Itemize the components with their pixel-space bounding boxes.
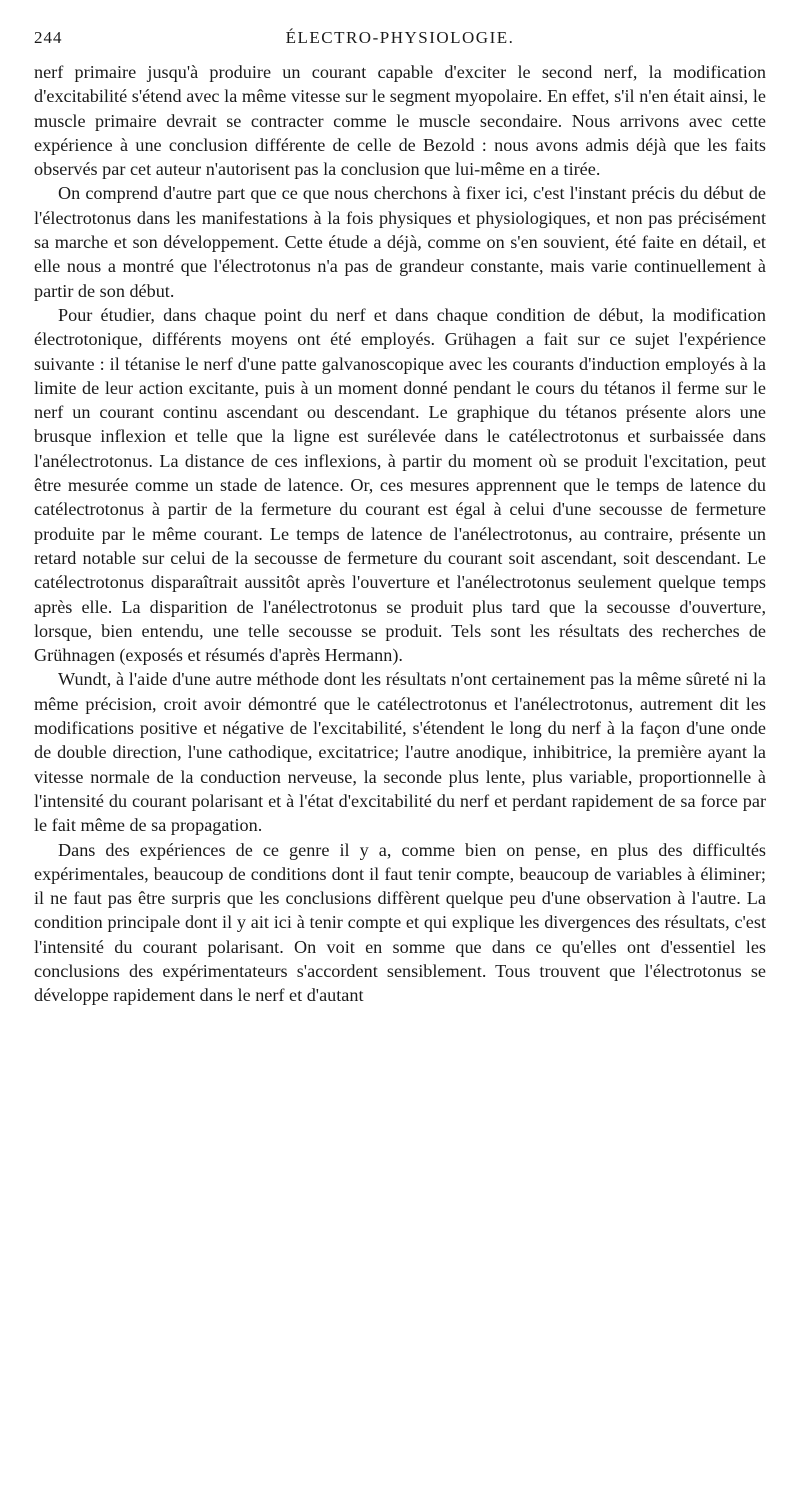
paragraph-1: nerf primaire jusqu'à produire un courant capable d'exciter le second nerf, la modification d'excitabilité s'étend avec la même vitesse sur le segment myopolaire. En effet, s'il n'en était ainsi, le muscle primaire devrait se contracter comme le muscle secondaire. Nous arrivons avec cette expérience à une conclusion différente de celle de Bezold : nous avons admis déjà que les faits observés par cet auteur n'autorisent pas la conclusion que lui-même en a tirée. <box>34 62 766 180</box>
paragraph-4: Wundt, à l'aide d'une autre méthode dont les résultats n'ont certainement pas la même sûreté ni la même précision, croit avoir démontré que le catélectrotonus et l'anélectrotonus, autrement dit les modifications positive et négative de l'excitabilité, s'étendent le long du nerf à la façon d'une onde de double direction, l'une cathodique, excitatrice; l'autre anodique, inhibitrice, la première ayant la vitesse normale de la conduction nerveuse, la seconde plus lente, plus variable, proportionnelle à l'intensité du courant polarisant et à l'état d'excitabilité du nerf et perdant rapidement de sa force par le fait même de sa propagation. <box>34 669 766 836</box>
paragraph-5: Dans des expériences de ce genre il y a, comme bien on pense, en plus des difficultés expérimentales, beaucoup de conditions dont il faut tenir compte, beaucoup de variables à éliminer; il ne faut pas être surpris que les conclusions diffèrent quelque peu d'une observation à l'autre. La condition principale dont il y ait ici à tenir compte et qui explique les divergences des résultats, c'est l'intensité du courant polarisant. On voit en somme que dans ce qu'elles ont d'essentiel les conclusions des expérimentateurs s'accordent sensiblement. Tous trouvent que l'électrotonus se développe rapidement dans le nerf et d'autant <box>34 839 766 1006</box>
running-title: ÉLECTRO-PHYSIOLOGIE. <box>285 28 515 47</box>
book-page <box>34 28 766 1008</box>
running-head <box>34 28 766 54</box>
body-text <box>34 60 766 1008</box>
paragraph-3: Pour étudier, dans chaque point du nerf et dans chaque condition de début, la modification électrotonique, différents moyens ont été employés. Grühagen a fait sur ce sujet l'expérience suivante : il tétanise le nerf d'une patte galvanoscopique avec les courants d'induction employés à la limite de leur action excitante, puis à un moment donné pendant le cours du tétanos il ferme sur le nerf un courant continu ascendant ou descendant. Le graphique du tétanos présente alors une brusque inflexion et telle que la ligne est surélevée dans le catélectrotonus et surbaissée dans l'anélectrotonus. La distance de ces inflexions, à partir du moment où se produit l'excitation, peut être mesurée comme un stade de latence. Or, ces mesures apprennent que le temps de latence du catélectrotonus à partir de la fermeture du courant est égal à celui d'une secousse de fermeture produite par le même courant. Le temps de latence de l'anélectrotonus, au contraire, présente un retard notable sur celui de la secousse de fermeture du courant soit ascendant, soit descendant. Le catélectrotonus disparaîtrait aussitôt après l'ouverture et l'anélectrotonus seulement quelque temps après elle. La disparition de l'anélectrotonus se produit plus tard que la secousse d'ouverture, lorsque, bien entendu, une telle secousse se produit. Tels sont les résultats des recherches de Grühnagen (exposés et résumés d'après Hermann). <box>34 304 766 666</box>
paragraph-2: On comprend d'autre part que ce que nous cherchons à fixer ici, c'est l'instant précis du début de l'électrotonus dans les manifestations à la fois physiques et physiologiques, et non pas précisément sa marche et son développement. Cette étude a déjà, comme on s'en souvient, été faite en détail, et elle nous a montré que l'électrotonus n'a pas de grandeur constante, mais varie continuellement à partir de son début. <box>34 183 766 301</box>
page-number: 244 <box>34 28 63 47</box>
